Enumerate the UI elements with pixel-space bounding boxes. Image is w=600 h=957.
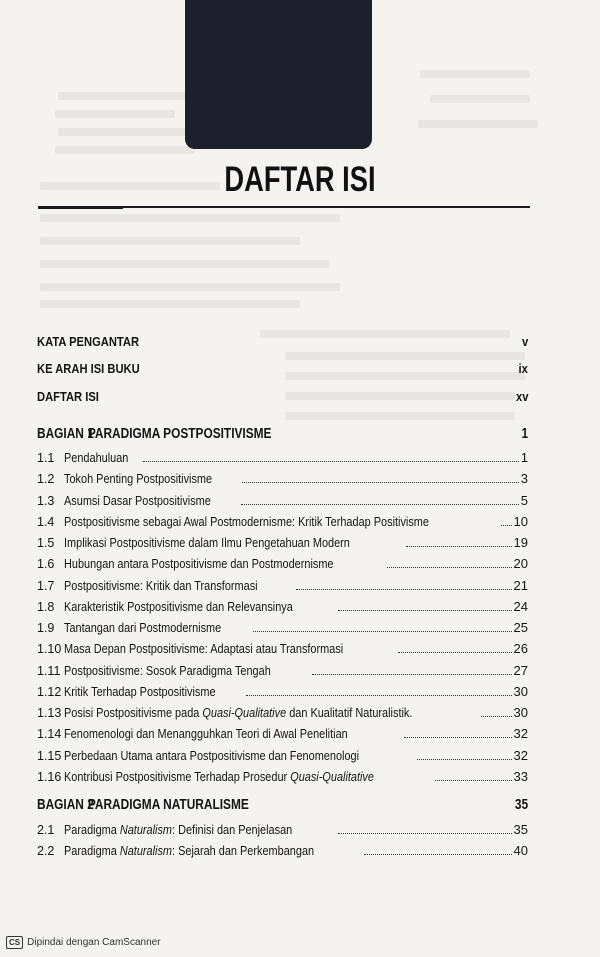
section-title — [64, 556, 334, 571]
chapter-label — [37, 797, 249, 813]
section-number: 2.1 — [37, 823, 55, 837]
section-title-part: Postpositivisme sebagai Awal Postmodernisme: Kritik Terhadap Positivisme — [64, 513, 429, 529]
dot-leader — [481, 716, 512, 717]
toc-section-row — [37, 720, 528, 741]
section-number: 1.11 — [37, 663, 61, 678]
toc-page-number: 32 — [513, 747, 528, 763]
section-title — [64, 493, 211, 508]
toc-section-row — [37, 816, 528, 837]
section-title-part: Quasi-Qualitative — [290, 768, 374, 784]
section-number: 1.3 — [37, 493, 55, 508]
dot-leader — [338, 833, 512, 834]
toc-section-row — [37, 550, 528, 571]
section-number: 1.9 — [37, 621, 55, 635]
header-graphic — [185, 0, 372, 149]
section-number: 1.13 — [37, 706, 62, 720]
section-title-part: Kontribusi Postpositivisme Terhadap Prosedur — [64, 768, 291, 784]
section-number: 1.10 — [37, 642, 62, 657]
section-number: 1.16 — [37, 769, 62, 784]
toc-section-row — [37, 763, 528, 784]
toc-page-number: 5 — [520, 492, 528, 508]
toc-chapter-heading — [37, 797, 528, 813]
bleed-mark — [285, 412, 515, 420]
toc-front-entry — [37, 334, 528, 349]
bleed-mark — [40, 237, 300, 245]
toc-section-row — [37, 508, 528, 529]
section-title-part: Posisi Postpositivisme pada — [64, 705, 203, 720]
toc-front-entry — [37, 389, 528, 404]
section-title-part: Kritik Terhadap Postpositivisme — [64, 683, 216, 699]
section-title-part: Tantangan dari Postmodernisme — [64, 620, 222, 635]
toc-section-row — [37, 487, 528, 508]
dot-leader — [242, 482, 518, 483]
section-number: 1.1 — [37, 451, 55, 465]
bleed-mark — [430, 95, 530, 103]
toc-page-number: 32 — [513, 726, 528, 742]
toc-page-number: 35 — [513, 822, 528, 837]
chapter-title: PARADIGMA POSTPOSITIVISME — [87, 426, 272, 442]
section-title-part: Naturalism — [119, 843, 173, 859]
toc-page-number: 3 — [520, 471, 528, 487]
page-title: DAFTAR ISI — [224, 160, 376, 199]
dot-leader — [364, 854, 512, 855]
toc-section-row — [37, 593, 528, 614]
toc-page-number: 10 — [513, 513, 528, 529]
section-title — [64, 578, 258, 593]
dot-leader — [404, 737, 512, 738]
watermark-text: Dipindai dengan CamScanner — [27, 937, 161, 948]
section-title — [64, 599, 293, 614]
toc-page-number: 33 — [513, 768, 528, 784]
dot-leader — [435, 780, 512, 781]
toc-page-number: 1 — [521, 426, 528, 442]
dot-leader — [312, 674, 511, 675]
dot-leader — [501, 525, 512, 526]
toc-page-number: 27 — [513, 662, 528, 678]
chapter-label — [37, 426, 271, 442]
toc-section-row — [37, 529, 528, 550]
section-title — [64, 748, 359, 763]
toc-page-number: 1 — [520, 450, 528, 465]
bleed-mark — [40, 283, 340, 291]
section-title-part: Asumsi Dasar Postpositivisme — [64, 492, 211, 508]
section-title-part: Pendahuluan — [64, 450, 129, 465]
section-title — [64, 450, 128, 465]
bleed-mark — [420, 70, 530, 78]
toc-page-number: 25 — [513, 620, 528, 635]
scanner-watermark — [6, 936, 161, 949]
section-number: 1.5 — [37, 536, 55, 550]
toc-section-row — [37, 635, 528, 656]
toc-section-row — [37, 614, 528, 635]
toc-page-number: 26 — [513, 641, 528, 657]
camscanner-logo: CS — [6, 936, 23, 949]
toc-page-number: ix — [518, 361, 528, 376]
toc-section-row — [37, 837, 528, 858]
section-title-part: Perbedaan Utama antara Postpositivisme dan Fenomenologi — [64, 747, 360, 763]
section-title-part: Quasi-Qualitative — [202, 705, 287, 720]
section-title-part: Paradigma — [64, 843, 120, 859]
toc-entry-title: DAFTAR ISI — [37, 389, 99, 404]
section-title — [64, 684, 216, 699]
dot-leader — [246, 695, 511, 696]
toc-page-number: 19 — [513, 535, 528, 550]
section-title-part: Karakteristik Postpositivisme dan Relevansinya — [64, 598, 293, 614]
chapter-title: PARADIGMA NATURALISME — [87, 797, 249, 813]
toc-page-number: 40 — [513, 843, 528, 859]
dot-leader — [296, 589, 511, 590]
section-title — [64, 620, 221, 635]
section-title — [64, 769, 374, 784]
section-title — [64, 822, 292, 837]
section-title — [64, 705, 412, 720]
dot-leader — [398, 652, 511, 653]
bleed-mark — [55, 146, 195, 154]
toc-section-row — [37, 465, 528, 486]
dot-leader — [387, 567, 512, 568]
section-number: 1.7 — [37, 578, 55, 593]
section-number: 2.2 — [37, 844, 55, 859]
toc-page-number: 20 — [513, 556, 528, 572]
toc-page-number: 30 — [513, 683, 528, 699]
toc-chapter-heading — [37, 426, 528, 442]
dot-leader — [338, 610, 511, 611]
section-number: 1.15 — [37, 748, 62, 763]
toc-page-number: 35 — [514, 797, 528, 813]
chapter-number: BAGIAN 2 — [37, 797, 94, 813]
section-number: 1.4 — [37, 514, 55, 529]
title-divider — [38, 206, 530, 208]
section-title-part: Tokoh Penting Postpositivisme — [64, 471, 213, 487]
toc-page-number: 24 — [513, 598, 528, 614]
section-number: 1.6 — [37, 557, 55, 572]
section-title-part: dan Kualitatif Naturalistik. — [286, 705, 413, 720]
section-number: 1.2 — [37, 472, 55, 487]
toc-page-number: 30 — [513, 705, 528, 720]
toc-section-row — [37, 678, 528, 699]
toc-page-number: v — [521, 334, 528, 349]
toc-section-row — [37, 572, 528, 593]
bleed-mark — [55, 110, 175, 118]
toc-entry-title: KE ARAH ISI BUKU — [37, 361, 140, 376]
section-title-part: : Sejarah dan Perkembangan — [172, 843, 315, 859]
section-title-part: Naturalism — [119, 822, 173, 837]
bleed-mark — [40, 260, 330, 268]
section-title — [64, 535, 350, 550]
section-title — [64, 514, 429, 529]
toc-page-number: 21 — [513, 577, 528, 593]
section-title-part: Hubungan antara Postpositivisme dan Postmodernisme — [64, 556, 334, 572]
section-title-part: Fenomenologi dan Menangguhkan Teori di Awal Penelitian — [64, 726, 348, 742]
chapter-number: BAGIAN 1 — [37, 426, 94, 442]
section-title-part: Postpositivisme: Kritik dan Transformasi — [64, 577, 258, 593]
section-number: 1.14 — [37, 727, 62, 742]
section-title-part: Masa Depan Postpositivisme: Adaptasi atau Transformasi — [64, 641, 344, 657]
toc-section-row — [37, 699, 528, 720]
section-title-part: : Definisi dan Penjelasan — [172, 822, 293, 837]
section-number: 1.12 — [37, 684, 62, 699]
section-title — [64, 726, 348, 741]
section-title — [64, 843, 314, 858]
toc-front-entry — [37, 361, 528, 376]
bleed-mark — [40, 214, 340, 222]
section-title — [64, 641, 343, 656]
dot-leader — [417, 759, 511, 760]
toc-section-row — [37, 444, 528, 465]
bleed-mark — [418, 120, 538, 128]
section-title — [64, 471, 212, 486]
toc-section-row — [37, 742, 528, 763]
dot-leader — [406, 546, 511, 547]
toc-entry-title: KATA PENGANTAR — [37, 334, 140, 349]
bleed-mark — [40, 300, 300, 308]
toc-page-number: xv — [515, 389, 528, 404]
dot-leader — [143, 461, 519, 462]
section-title — [64, 663, 271, 678]
section-title-part: Postpositivisme: Sosok Paradigma Tengah — [64, 662, 271, 678]
section-title-part: Implikasi Postpositivisme dalam Ilmu Pengetahuan Modern — [64, 535, 350, 550]
section-number: 1.8 — [37, 599, 55, 614]
toc-section-row — [37, 657, 528, 678]
section-title-part: Paradigma — [64, 822, 120, 837]
dot-leader — [241, 504, 519, 505]
bleed-mark — [285, 352, 525, 360]
dot-leader — [253, 631, 511, 632]
